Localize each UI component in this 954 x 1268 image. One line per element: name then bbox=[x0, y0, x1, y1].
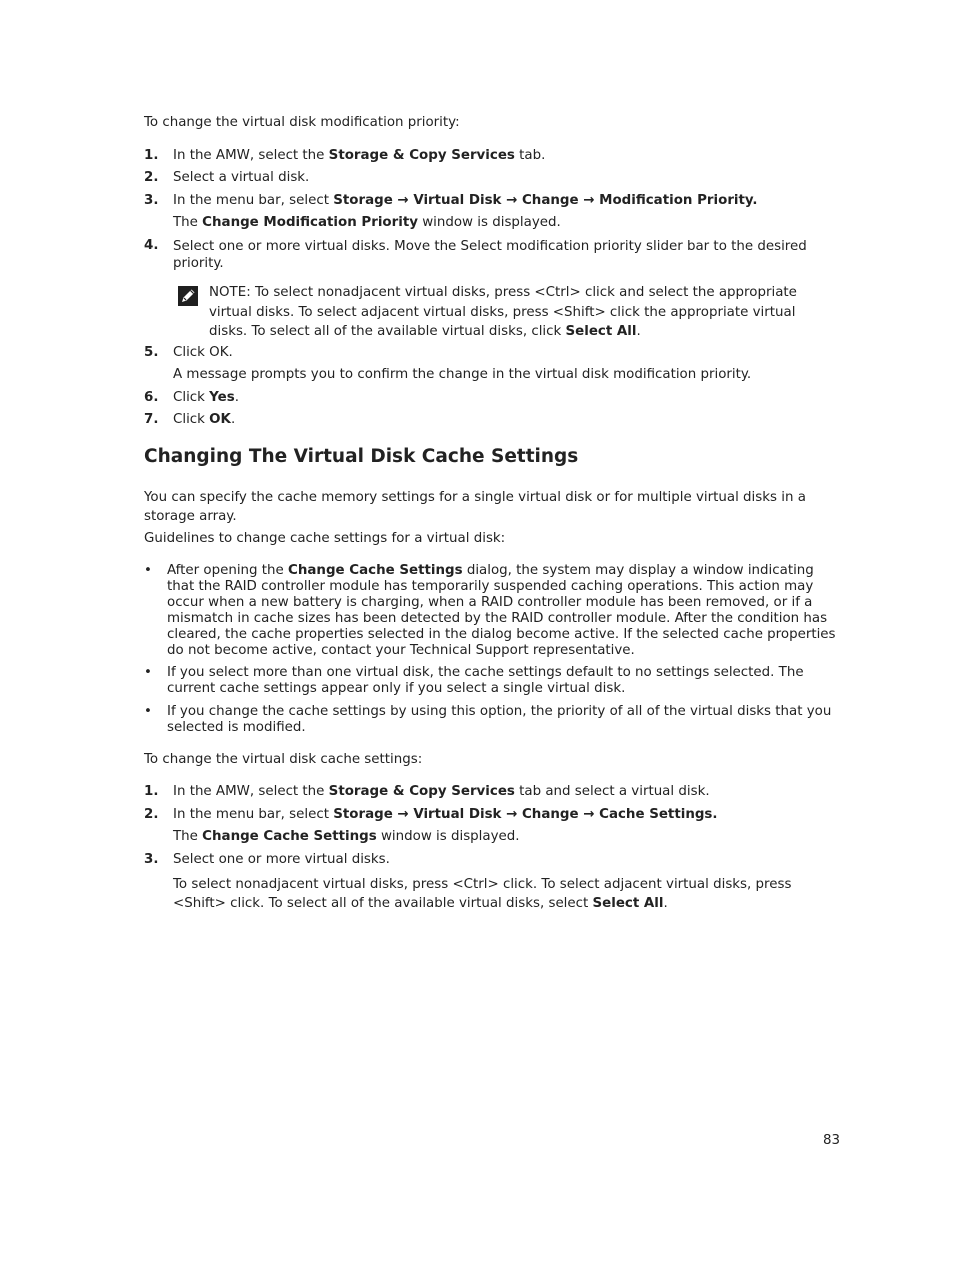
page-number: 83 bbox=[822, 1133, 840, 1148]
document-page bbox=[144, 0, 840, 1268]
step-number: 2. bbox=[144, 807, 159, 822]
step-text: Click OK. bbox=[173, 345, 233, 360]
step-text-part: . bbox=[230, 412, 236, 427]
step-text-part: Click bbox=[173, 390, 210, 405]
bullet-text-part: After opening the bbox=[167, 563, 289, 578]
intro-cache: To change the virtual disk cache settings: bbox=[144, 752, 423, 767]
step-text-part: window is displayed. bbox=[417, 215, 561, 230]
step-text bbox=[173, 412, 833, 428]
bullet-text-part: dialog, the system may display a window indicating that the RAID controller module has temporarily suspended caching operations. This action may occur when a new battery is charging, when a RAID controller module has been removed, or if a mismatch in cache sizes has been detected by the RAID controller module. After the condition has cleared, the cache properties selected in the dialog become active. If the selected cache properties do not become active, contact your Technical Support representative. bbox=[167, 563, 836, 658]
step-number: 5. bbox=[144, 345, 159, 360]
step-text-bold: Storage & Copy Services bbox=[328, 148, 515, 163]
bullet-text-bold: Change Cache Settings bbox=[288, 563, 463, 578]
note-body: To select nonadjacent virtual disks, press <Ctrl> click and select the appropriate virtual disks. To select adjacent virtual disks, press <Shift> click the appropriate virtual disks. To select all of the available virtual disks, click bbox=[209, 285, 797, 339]
window-name: Change Modification Priority bbox=[202, 215, 418, 230]
step-text-part: The bbox=[173, 215, 203, 230]
step-number: 7. bbox=[144, 412, 159, 427]
note-body: . bbox=[636, 324, 641, 339]
step-text bbox=[173, 784, 833, 800]
step-text bbox=[173, 193, 833, 209]
step-text-part: window is displayed. bbox=[376, 829, 520, 844]
bullet-marker: • bbox=[144, 563, 152, 578]
step-number: 3. bbox=[144, 852, 159, 867]
bullet-marker: • bbox=[144, 665, 152, 680]
bullet-text: If you select more than one virtual disk, the cache settings default to no settings selected. The current cache settings appear only if you select a single virtual disk. bbox=[167, 665, 804, 696]
step-text bbox=[173, 807, 833, 823]
bullet-text bbox=[167, 563, 842, 659]
step-number: 1. bbox=[144, 784, 159, 799]
bullet-text: If you change the cache settings by using this option, the priority of all of the virtual disks that you selected is modified. bbox=[167, 704, 832, 735]
menu-path: Storage → Virtual Disk → Change → Cache Settings. bbox=[333, 807, 718, 822]
step-text: Select one or more virtual disks. bbox=[173, 852, 390, 867]
note-label: NOTE: bbox=[209, 285, 251, 300]
step-text-part: In the AMW, select the bbox=[173, 148, 329, 163]
cache-intro-paragraph: You can specify the cache memory settings for a single virtual disk or for multiple virtual disks in a storage array. bbox=[144, 490, 806, 524]
step-number: 3. bbox=[144, 193, 159, 208]
note-bold: Select All bbox=[565, 324, 637, 339]
step-text-bold: Select All bbox=[592, 896, 664, 911]
step-text: Select one or more virtual disks. Move the Select modification priority slider bar to the desired priority. bbox=[173, 239, 807, 271]
step-text bbox=[173, 390, 833, 406]
step-text-part: The bbox=[173, 829, 203, 844]
priority-step-3-result bbox=[173, 215, 833, 231]
step-text: Select a virtual disk. bbox=[173, 170, 310, 185]
cache-step-3-detail bbox=[173, 875, 833, 913]
step-number: 2. bbox=[144, 170, 159, 185]
step-text-part: . bbox=[663, 896, 668, 911]
step-text-bold: Storage & Copy Services bbox=[328, 784, 515, 799]
note-text bbox=[209, 283, 837, 342]
step-number: 4. bbox=[144, 238, 159, 253]
note-pencil-icon bbox=[177, 285, 199, 307]
step-text-part: Click bbox=[173, 412, 210, 427]
step-number: 6. bbox=[144, 390, 159, 405]
step-text-part: tab and select a virtual disk. bbox=[514, 784, 710, 799]
step-text-part: tab. bbox=[514, 148, 546, 163]
step-text-part: In the menu bar, select bbox=[173, 193, 334, 208]
priority-step-5-result: A message prompts you to confirm the change in the virtual disk modification priority. bbox=[173, 367, 752, 382]
step-text-bold: Yes bbox=[209, 390, 235, 405]
step-text-part: In the menu bar, select bbox=[173, 807, 334, 822]
step-text-bold: OK bbox=[209, 412, 231, 427]
window-name: Change Cache Settings bbox=[202, 829, 377, 844]
section-heading: Changing The Virtual Disk Cache Settings bbox=[144, 446, 579, 467]
step-text bbox=[173, 148, 833, 164]
step-text-part: . bbox=[234, 390, 239, 405]
intro-priority: To change the virtual disk modification priority: bbox=[144, 115, 460, 130]
cache-guidelines-intro: Guidelines to change cache settings for a virtual disk: bbox=[144, 531, 506, 546]
menu-path: Storage → Virtual Disk → Change → Modification Priority. bbox=[333, 193, 758, 208]
bullet-marker: • bbox=[144, 704, 152, 719]
step-number: 1. bbox=[144, 148, 159, 163]
step-text-part: To select nonadjacent virtual disks, press <Ctrl> click. To select adjacent virtual disks, press <Shift> click. To select all of the available virtual disks, select bbox=[173, 877, 792, 911]
step-text-part: In the AMW, select the bbox=[173, 784, 329, 799]
cache-step-2-result bbox=[173, 829, 833, 845]
